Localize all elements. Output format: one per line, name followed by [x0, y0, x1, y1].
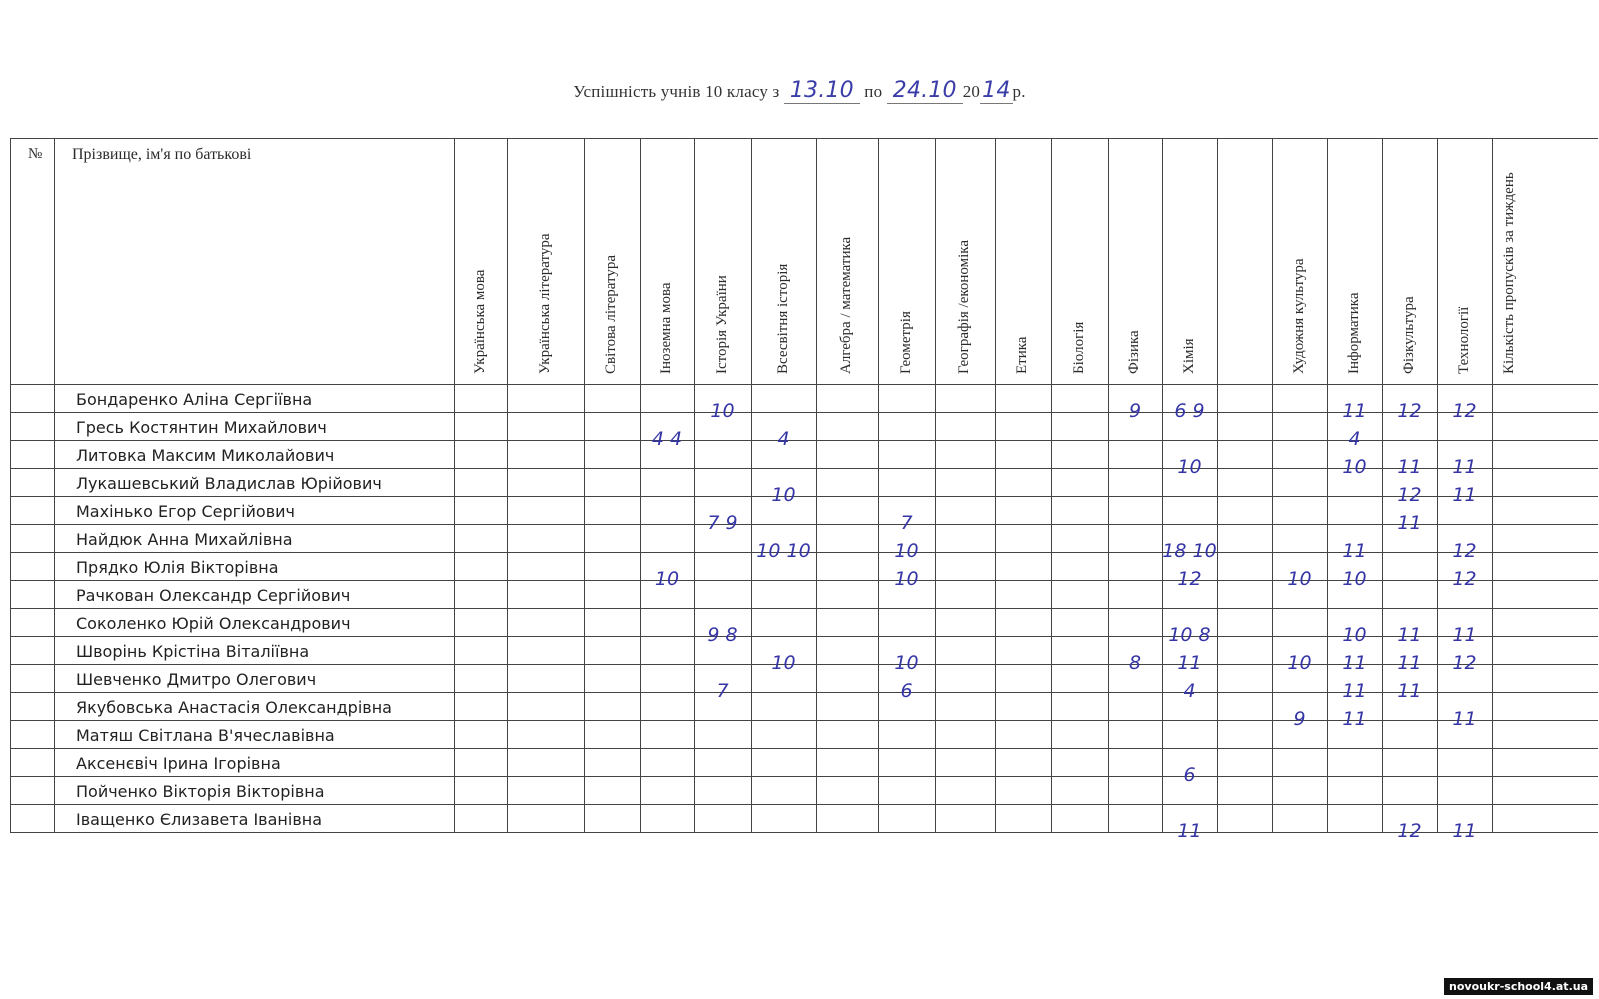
student-name: Бондаренко Аліна Сергіївна	[76, 390, 313, 409]
subject-header: Українська мова	[471, 269, 488, 374]
grade-mark: 11	[1397, 456, 1422, 478]
subject-header: Іноземна мова	[658, 282, 674, 374]
student-name: Литовка Максим Миколайович	[76, 446, 335, 465]
grade-mark: 9	[1293, 708, 1306, 730]
grade-mark: 12	[1452, 400, 1477, 422]
subject-header: Українська література	[536, 233, 553, 374]
grade-mark: 11	[1452, 820, 1477, 842]
grade-mark: 9 8	[707, 624, 738, 646]
grade-mark: 10	[710, 400, 735, 422]
grade-mark: 11	[1342, 540, 1367, 562]
grade-mark: 12	[1452, 652, 1477, 674]
grade-mark: 10 10	[756, 540, 811, 562]
date-from: 13.10	[784, 78, 860, 104]
grid-line	[584, 138, 585, 832]
student-name: Пойченко Вікторія Вікторівна	[76, 782, 325, 801]
grade-mark: 12	[1452, 540, 1477, 562]
student-name: Найдюк Анна Михайлівна	[76, 530, 293, 549]
grade-mark: 10	[1342, 456, 1367, 478]
student-name: Шворінь Крістіна Віталіївна	[76, 642, 310, 661]
grid-line	[1108, 138, 1109, 832]
grade-mark: 10	[894, 540, 919, 562]
grade-mark: 11	[1177, 820, 1202, 842]
student-name: Прядко Юлія Вікторівна	[76, 558, 279, 577]
grade-mark: 10	[894, 568, 919, 590]
grade-mark: 8	[1128, 652, 1142, 674]
grade-mark: 10	[654, 568, 680, 590]
grid-line	[1217, 138, 1218, 832]
student-name: Якубовська Анастасія Олександрівна	[76, 698, 392, 717]
subject-header: Інформатика	[1345, 292, 1362, 374]
subject-header: Технології	[1455, 306, 1472, 374]
grade-mark: 11	[1452, 624, 1477, 646]
grade-mark: 11	[1342, 400, 1367, 422]
subject-header: Географія /економіка	[956, 239, 972, 374]
grade-mark: 10	[1287, 568, 1312, 590]
subject-header: Всесвітня історія	[774, 263, 791, 374]
grade-mark: 9	[1128, 400, 1142, 422]
grade-mark: 10 8	[1168, 624, 1211, 646]
grade-mark: 12	[1452, 568, 1477, 590]
title-end: р.	[1012, 82, 1026, 101]
grades-table	[10, 138, 1598, 848]
grade-mark: 4	[1348, 428, 1361, 450]
title-prefix: Успішність учнів 10 класу з	[573, 82, 780, 101]
grid-line	[935, 138, 936, 832]
grade-mark: 11	[1177, 652, 1202, 674]
grade-mark: 12	[1397, 484, 1422, 506]
name-header: Прізвище, ім'я по батькові	[72, 146, 252, 163]
number-header: №	[28, 146, 43, 162]
grid-line	[694, 138, 695, 832]
grid-line	[507, 138, 508, 832]
student-name: Лукашевський Владислав Юрійович	[76, 474, 382, 493]
grade-mark: 4 4	[651, 428, 683, 450]
year-prefix: 20	[962, 82, 981, 101]
page-title	[0, 78, 1599, 103]
watermark: novoukr-school4.at.ua	[1444, 978, 1593, 995]
grade-mark: 12	[1397, 400, 1422, 422]
grade-mark: 6 9	[1174, 400, 1205, 422]
grade-mark: 7	[900, 512, 913, 534]
student-name: Аксенєвіч Ірина Ігорівна	[76, 754, 281, 773]
grade-mark: 10	[1342, 568, 1367, 590]
grade-mark: 11	[1342, 680, 1367, 702]
grid-line	[10, 138, 1598, 139]
grid-line	[878, 138, 879, 832]
student-name: Махінько Егор Сергійович	[76, 502, 295, 521]
grid-line	[640, 138, 641, 832]
grid-line	[1162, 138, 1163, 832]
grade-mark: 4	[1183, 680, 1196, 702]
subject-header: Фізика	[1126, 330, 1142, 374]
grade-mark: 11	[1452, 484, 1477, 506]
grade-mark: 11	[1342, 708, 1367, 730]
student-name: Соколенко Юрій Олександрович	[76, 614, 351, 633]
title-middle: по	[864, 82, 883, 101]
subject-header: Геометрія	[897, 311, 914, 374]
subject-header: Світова література	[603, 254, 619, 374]
grade-mark: 11	[1452, 708, 1477, 730]
subject-header: Фізкультура	[1400, 296, 1417, 374]
subject-header: Художня культура	[1290, 258, 1307, 374]
grid-line	[1492, 138, 1493, 832]
grade-mark: 10	[894, 652, 919, 674]
grade-mark: 11	[1397, 680, 1422, 702]
grade-mark: 18 10	[1162, 540, 1217, 562]
grade-mark: 12	[1397, 820, 1422, 842]
grid-line	[454, 138, 455, 832]
grade-mark: 10	[1342, 624, 1367, 646]
grade-mark: 11	[1397, 512, 1422, 534]
grade-mark: 10	[1287, 652, 1312, 674]
student-name: Матяш Світлана В'ячеславівна	[76, 726, 335, 745]
subject-header: Кількість пропусків за тиждень	[1501, 172, 1517, 374]
subject-header: Етика	[1014, 336, 1030, 374]
grid-line	[816, 138, 817, 832]
grade-mark: 10	[771, 652, 796, 674]
student-name: Гресь Костянтин Михайлович	[76, 418, 327, 437]
student-name: Шевченко Дмитро Олегович	[76, 670, 317, 689]
grade-mark: 6	[900, 680, 913, 702]
grade-mark: 4	[777, 428, 790, 450]
grade-mark: 11	[1397, 652, 1422, 674]
student-name: Іващенко Єлизавета Іванівна	[76, 810, 323, 829]
student-name: Рачкован Олександр Сергійович	[76, 586, 351, 605]
subject-header: Алгебра / математика	[838, 236, 854, 374]
year-suffix: 14	[982, 78, 1011, 103]
grade-mark: 11	[1452, 456, 1477, 478]
grade-mark: 11	[1342, 652, 1367, 674]
grid-line	[10, 384, 1598, 385]
subject-header: Біологія	[1070, 321, 1087, 374]
subject-header: Хімія	[1180, 338, 1197, 374]
grid-line	[1051, 138, 1052, 832]
grid-line	[10, 138, 11, 832]
subject-header: Історія України	[713, 275, 730, 374]
grade-mark: 6	[1183, 764, 1196, 786]
grade-mark: 7 9	[707, 512, 738, 534]
grade-mark: 7	[716, 680, 729, 702]
grade-mark: 10	[771, 484, 796, 506]
grid-line	[54, 138, 55, 832]
grade-mark: 12	[1177, 568, 1202, 590]
grid-line	[995, 138, 996, 832]
grade-mark: 11	[1397, 624, 1422, 646]
grade-mark: 10	[1177, 456, 1202, 478]
date-to: 24.10	[887, 78, 963, 104]
